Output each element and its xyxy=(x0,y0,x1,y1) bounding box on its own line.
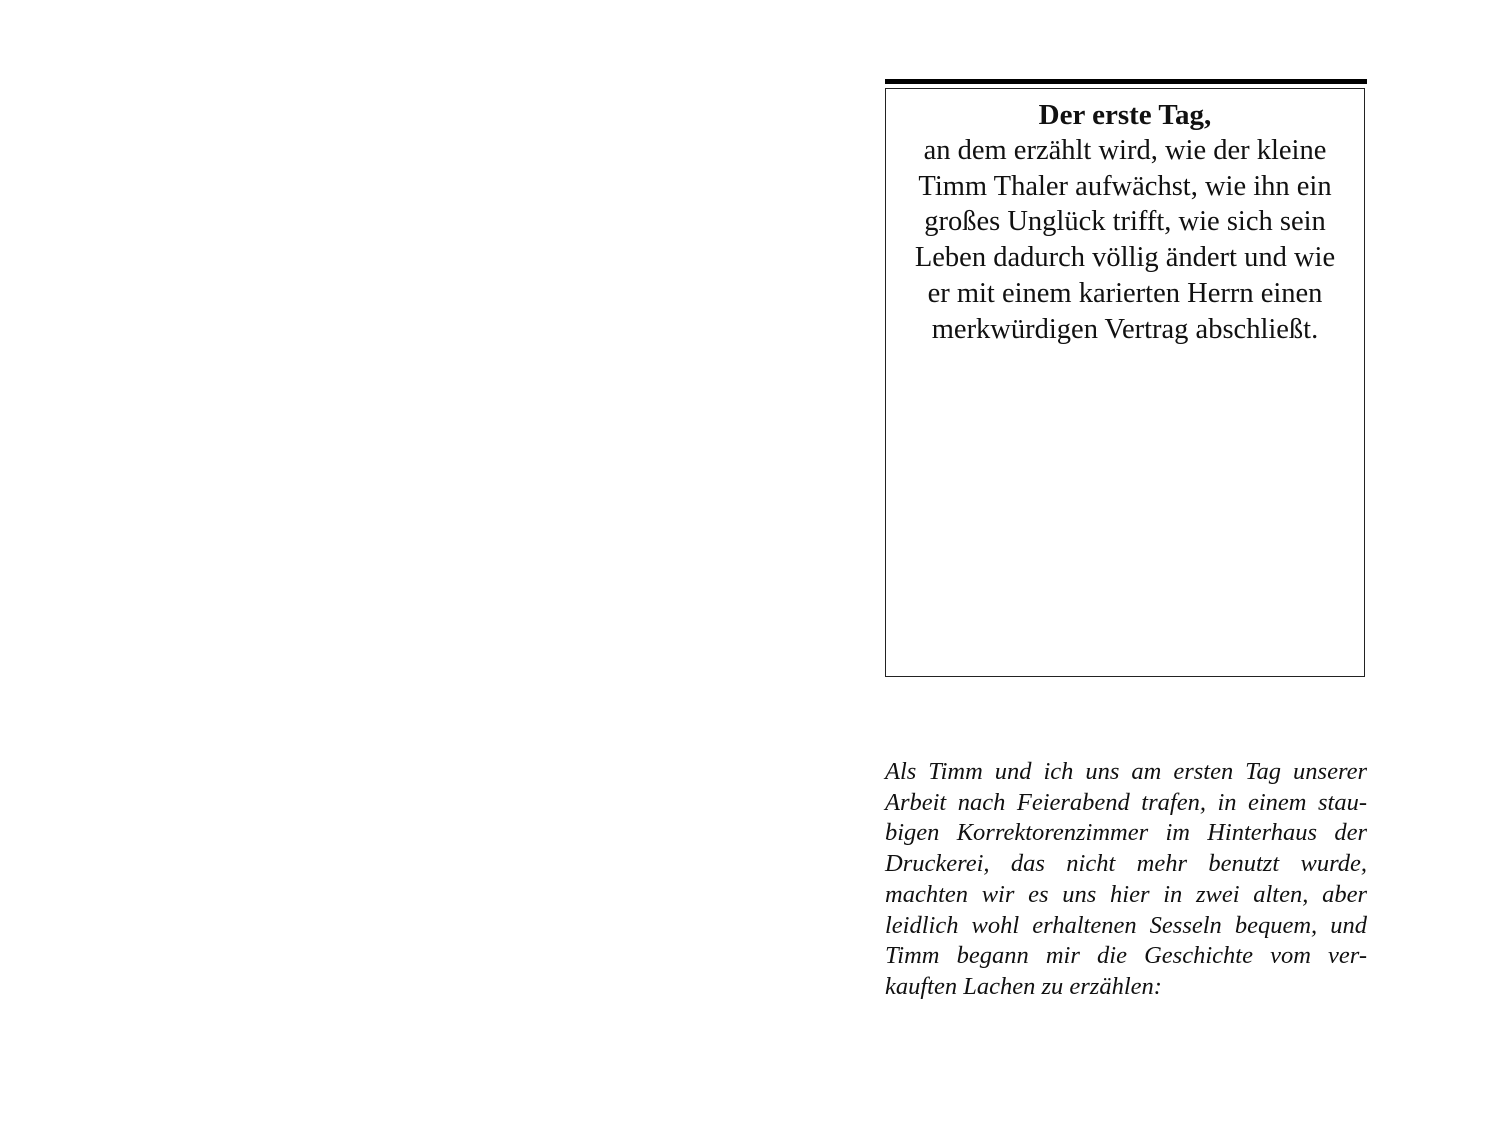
chapter-summary-line: Timm Thaler aufwächst, wie ihn ein xyxy=(918,170,1332,202)
chapter-summary-line: großes Unglück trifft, wie sich sein xyxy=(924,206,1326,238)
intro-line: leidlich wohl erhaltenen Sesseln bequem, und xyxy=(885,911,1367,939)
intro-line: machten wir es uns hier in zwei alten, aber xyxy=(885,880,1367,908)
chapter-summary-line: Leben dadurch völlig ändert und wie xyxy=(914,242,1336,274)
intro-line: bigen Korrektorenzimmer im Hinterhaus der xyxy=(885,819,1367,847)
chapter-summary xyxy=(886,133,1364,347)
chapter-heading-rule xyxy=(885,79,1367,84)
intro-paragraph xyxy=(885,757,1367,1003)
intro-line: kauften Lachen zu erzählen: xyxy=(885,972,1162,1000)
chapter-title: Der erste Tag, xyxy=(1038,99,1212,131)
chapter-heading-box xyxy=(885,88,1365,677)
chapter-summary-line: an dem erzählt wird, wie der kleine xyxy=(923,135,1327,166)
intro-line: Druckerei, das nicht mehr benutzt wurde, xyxy=(885,850,1367,878)
intro-line: Timm begann mir die Geschichte vom ver- xyxy=(885,942,1367,970)
intro-line: Als Timm und ich uns am ersten Tag unserer xyxy=(885,758,1367,785)
chapter-summary-line: er mit einem karierten Herrn einen xyxy=(927,277,1323,309)
chapter-summary-line: merkwürdigen Vertrag abschließt. xyxy=(931,313,1319,345)
intro-line: Arbeit nach Feierabend trafen, in einem stau- xyxy=(885,788,1367,816)
